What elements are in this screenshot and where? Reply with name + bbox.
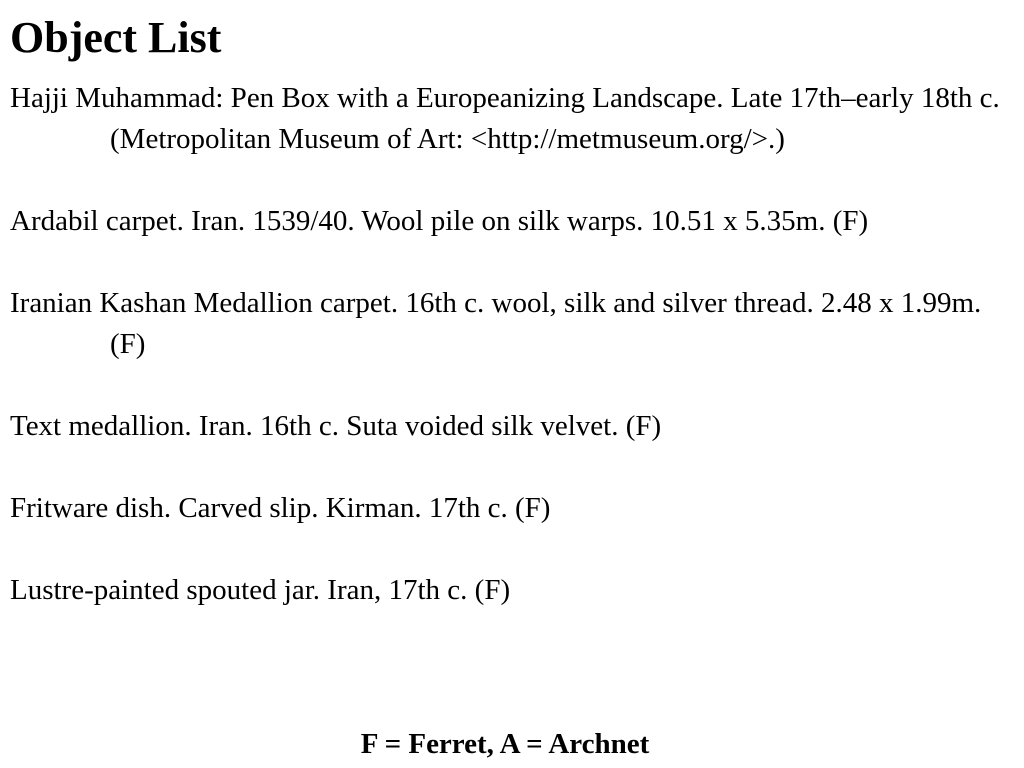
object-entry-pen-box: Hajji Muhammad: Pen Box with a Europeanizing Landscape. Late 17th–early 18th c. (Metropolitan Museum of Art: <http://metmuseum.org/>.)	[10, 82, 1000, 155]
object-entry-text-medallion: Text medallion. Iran. 16th c. Suta voided silk velvet. (F)	[10, 410, 662, 442]
object-entry-fritware-dish: Fritware dish. Carved slip. Kirman. 17th c. (F)	[10, 492, 551, 524]
page-title: Object List	[10, 13, 222, 62]
object-list	[10, 78, 1010, 611]
object-entry-kashan-carpet: Iranian Kashan Medallion carpet. 16th c. wool, silk and silver thread. 2.48 x 1.99m. (F)	[10, 287, 982, 360]
source-legend: F = Ferret, A = Archnet	[360, 728, 650, 760]
object-entry-ardabil-carpet: Ardabil carpet. Iran. 1539/40. Wool pile on silk warps. 10.51 x 5.35m. (F)	[10, 205, 869, 237]
object-entry-spouted-jar: Lustre-painted spouted jar. Iran, 17th c. (F)	[10, 574, 511, 606]
